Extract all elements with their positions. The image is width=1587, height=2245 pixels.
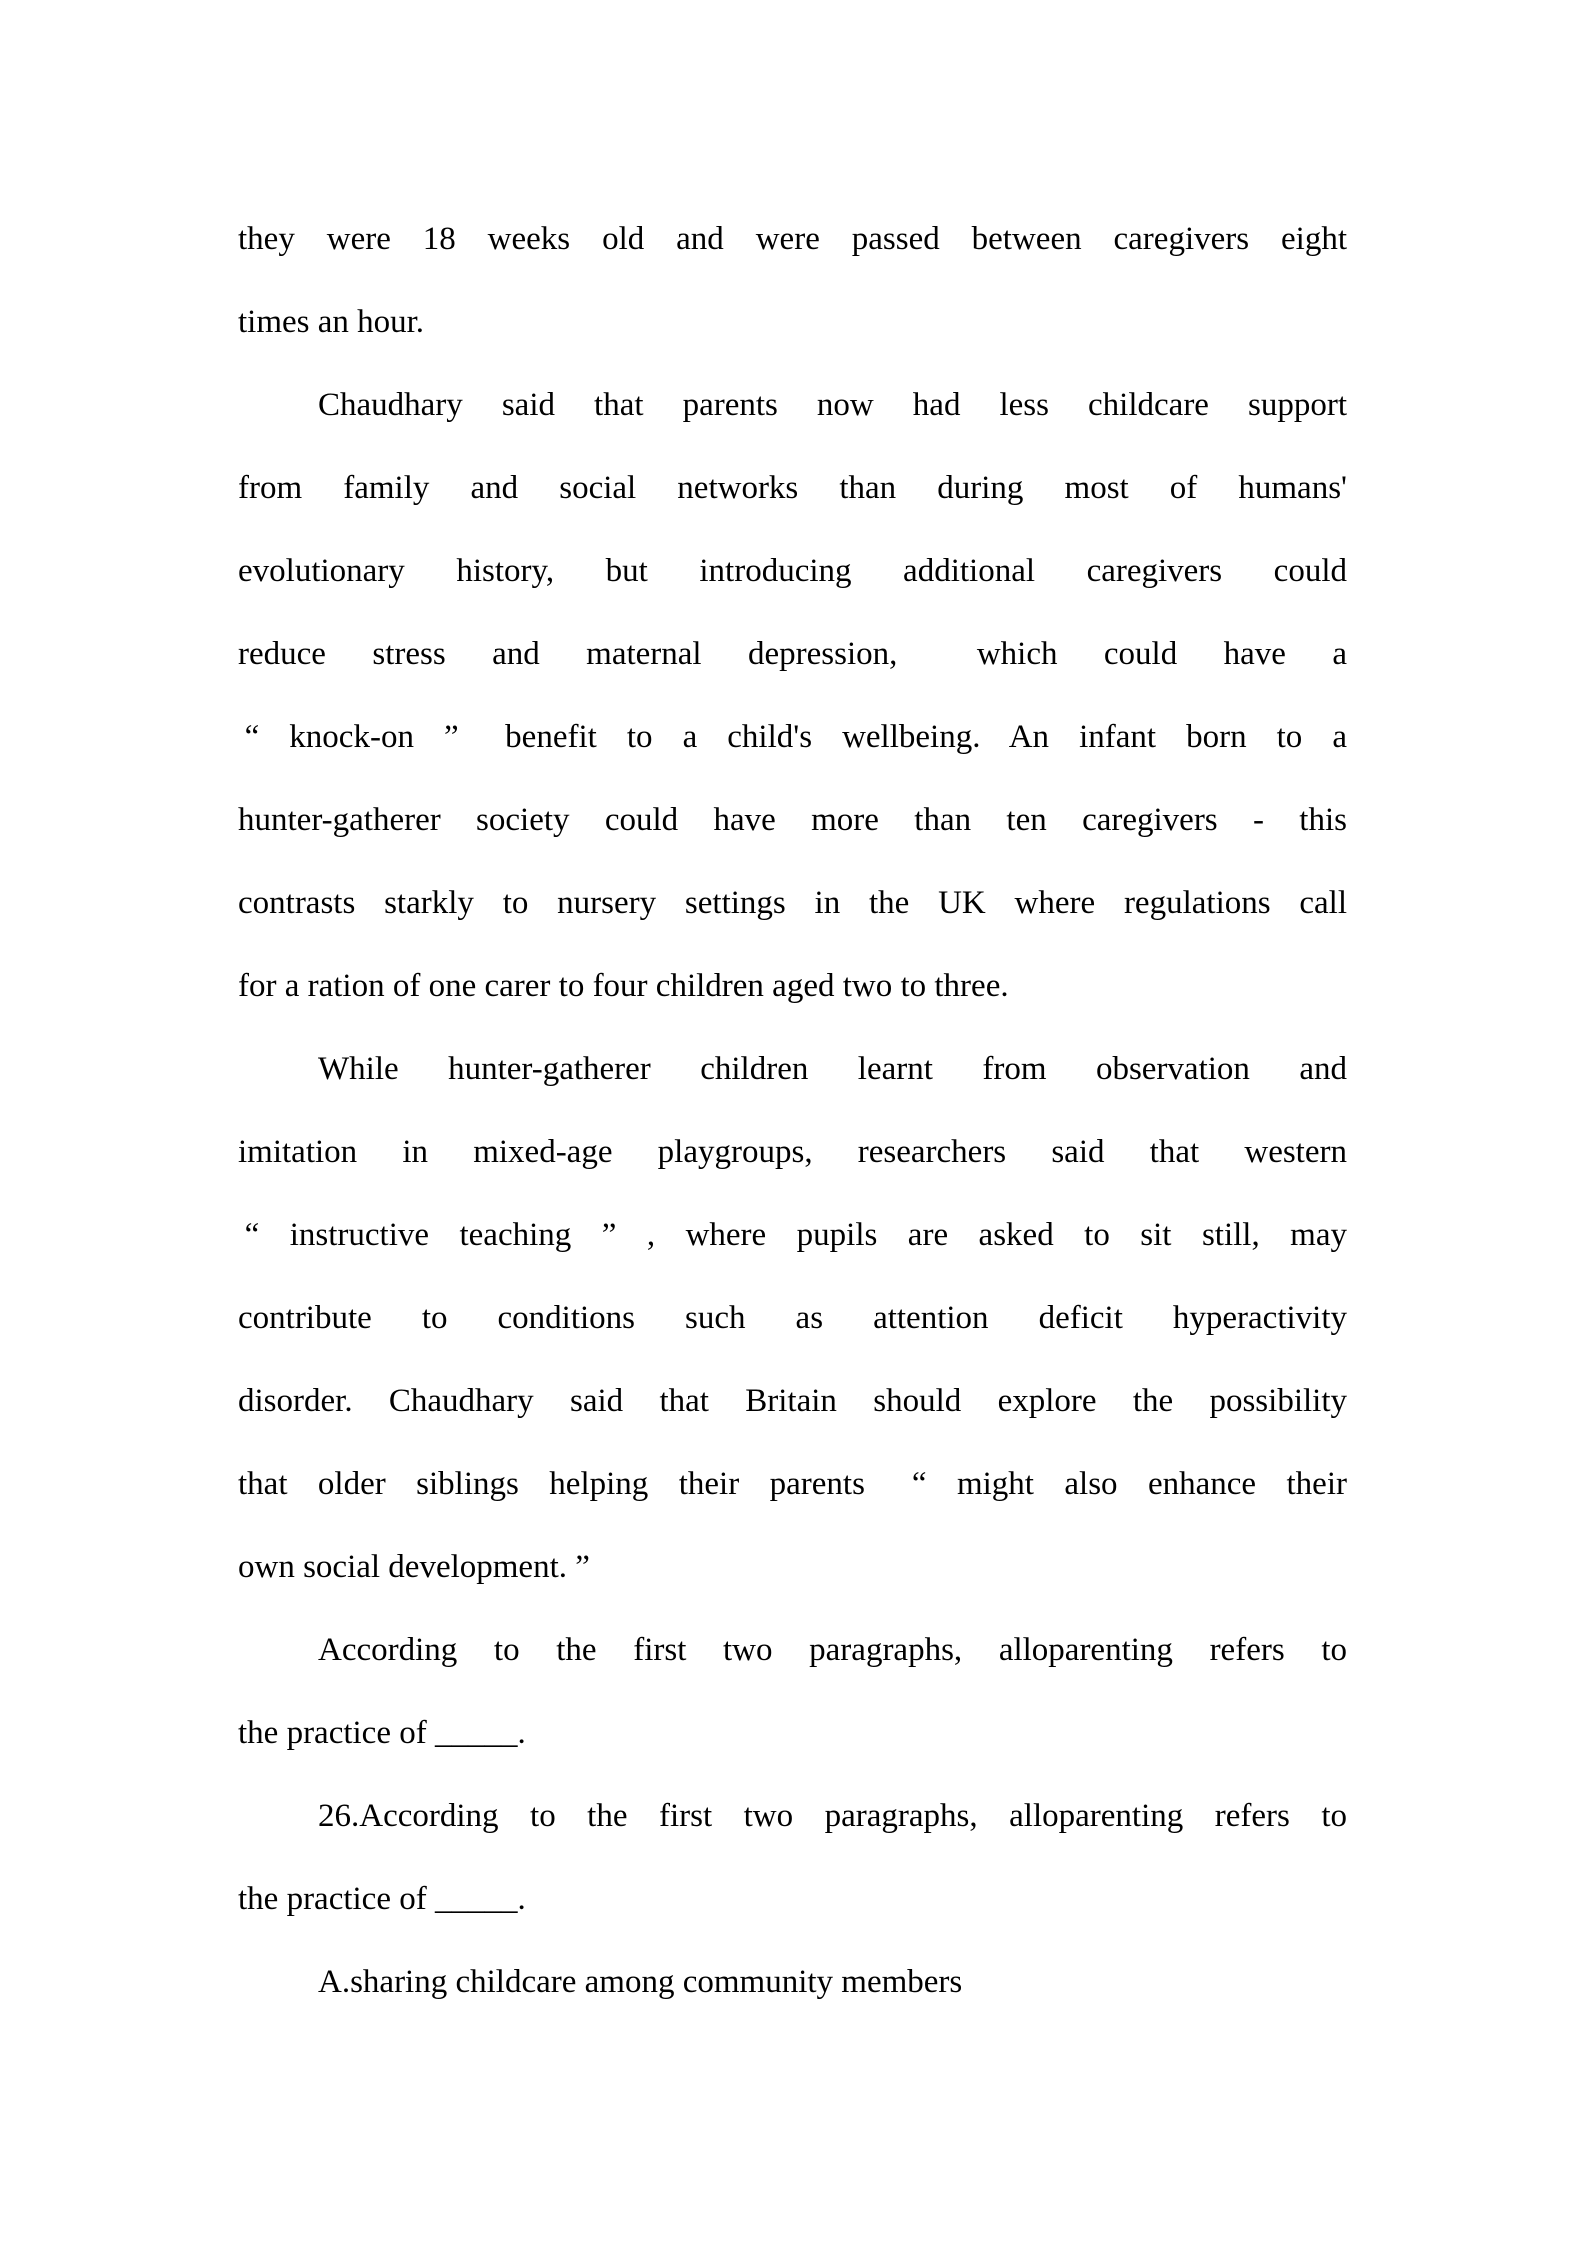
text-line: from family and social networks than during most of humans' <box>238 470 1347 506</box>
paragraph <box>238 1941 1347 2024</box>
paragraph <box>238 364 1347 1028</box>
text-line: reduce stress and maternal depression, which could have a <box>238 636 1347 672</box>
text-line: contribute to conditions such as attention deficit hyperactivity <box>238 1300 1347 1336</box>
paragraph <box>238 1609 1347 1775</box>
text-line: evolutionary history, but introducing additional caregivers could <box>238 553 1347 589</box>
text-line: for a ration of one carer to four children aged two to three. <box>238 968 1009 1004</box>
text-line: hunter-gatherer society could have more than ten caregivers - this <box>238 802 1347 838</box>
text-line: While hunter-gatherer children learnt from observation and <box>318 1051 1347 1087</box>
paragraph <box>238 1028 1347 1609</box>
text-line: disorder. Chaudhary said that Britain should explore the possibility <box>238 1383 1347 1419</box>
text-line: 26.According to the first two paragraphs, alloparenting refers to <box>318 1798 1347 1834</box>
document-body <box>238 198 1347 2024</box>
text-line: the practice of _____. <box>238 1715 526 1751</box>
text-line: According to the first two paragraphs, alloparenting refers to <box>318 1632 1347 1668</box>
text-line: imitation in mixed-age playgroups, researchers said that western <box>238 1134 1347 1170</box>
text-line: own social development. ” <box>238 1549 590 1585</box>
text-line: the practice of _____. <box>238 1881 526 1917</box>
text-line: A.sharing childcare among community members <box>318 1964 963 2000</box>
text-line: contrasts starkly to nursery settings in the UK where regulations call <box>238 885 1347 921</box>
paragraph <box>238 198 1347 364</box>
text-line: they were 18 weeks old and were passed between caregivers eight <box>238 221 1347 257</box>
text-line: times an hour. <box>238 304 425 340</box>
paragraph <box>238 1775 1347 1941</box>
text-line: that older siblings helping their parents “ might also enhance their <box>238 1466 1347 1502</box>
text-line: “ instructive teaching ” , where pupils are asked to sit still, may <box>238 1217 1347 1253</box>
text-line: “ knock-on ” benefit to a child's wellbeing. An infant born to a <box>238 719 1347 755</box>
text-line: Chaudhary said that parents now had less childcare support <box>318 387 1347 423</box>
